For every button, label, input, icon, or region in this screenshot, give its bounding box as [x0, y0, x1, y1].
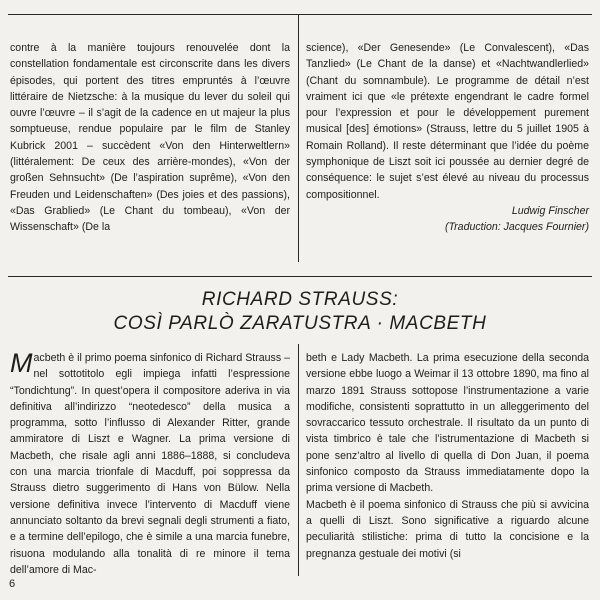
bottom-left-column [10, 350, 290, 578]
author-credit: Ludwig Finscher [511, 204, 589, 217]
section-title [0, 288, 600, 336]
translation-credit: (Traduction: Jacques Fournier) [444, 221, 589, 234]
bottom-right-column [306, 350, 589, 562]
page-number: 6 [9, 578, 16, 590]
title-line-2: COSÌ PARLÒ ZARATUSTRA · MACBETH [113, 313, 487, 334]
top-left-text: contre à la manière toujours renouvelée dont la constellation fondamentale est circonscrite dans les divers épisodes, qui portent des titres empruntés à l’œuvre littéraire de Nietzsche: à la musique du lever du soleil qui ouvre l’œuvre – il s’agit de la cadence en ut majeur la plus somptueuse, rendue populaire par le film de Stanley Kubrick 2001 – succèdent «Von den Hinterweltlern» (littéralement: De ceux des arrière-mondes), «Von der großen Sehnsucht» (De l’aspiration suprême), «Von den Freuden und Leidenschaften» (Des joies et des passions), «Das Grablied» (Le Chant du tombeau), «Von der Wissenschaft» (De la [10, 42, 290, 234]
bottom-left-text: Macbeth è il primo poema sinfonico di Richard Strauss – nel sottotitolo egli impiega infatti l’espressione “Tondichtung”. In quest’opera il compositore aderiva in via definitiva all’indirizzo “neotedesco” della musica a programma, sotto l’influsso di Alexander Ritter, grande ammiratore di Liszt e Wagner. La prima versione di Macbeth, che risale agli anni 1886–1888, si concludeva con una marcia trionfale di Macduff, poi soppressa da Strauss dietro suggerimento di Hans von Bülow. Nella versione definitiva invece l’intervento di Macduff viene annunciato soltanto da brevi segnali degli strumenti a fiato, e a termine dell’epilogo, che è simile a una marcia funebre, risuona modulando alla tonalità di re minore il tema dell’amore di Mac- [10, 348, 290, 576]
bottom-right-paragraph-1: beth e Lady Macbeth. La prima esecuzione della seconda versione ebbe luogo a Weimar il 13 ottobre 1890, ma fino al marzo 1891 Strauss sottopose l’instrumentazione a varie modifiche, consistenti soprattutto in un alleggerimento del sovraccarico tessuto orchestrale. Il risultato da un punto di vista timbrico è tale che l’istrumentazione di Macbeth si pone senz’altro al livello di quella di Don Juan, il poema sinfonico composto da Strauss immediatamente dopo la prima versione di Macbeth. [306, 352, 589, 495]
drop-cap: M [10, 348, 33, 378]
title-line-1: RICHARD STRAUSS: [201, 289, 399, 310]
top-rule [8, 14, 592, 15]
bottom-right-paragraph-2: Macbeth è il poema sinfonico di Strauss che più si avvicina a quelli di Liszt. Sono significative a riguardo alcune peculiarità stilistiche: prima di tutto la concisione e la pregnanza gestuale dei motivi (si [306, 498, 589, 560]
top-left-column [10, 40, 290, 236]
column-divider-top [298, 14, 299, 262]
top-right-column [306, 40, 589, 236]
top-right-text: science), «Der Genesende» (Le Convalescent), «Das Tanzlied» (Le Chant de la danse) et «Nachtwandlerlied» (Chant du somnambule). Le programme de détail n’est vraiment ici que «le prétexte engendrant le cadre formel pour l’expression et pour le développement purement musical [des] émotions» (Strauss, lettre du 5 juillet 1905 à Romain Rolland). Il reste déterminant que l’idée du poème symphonique de Liszt soit ici poussée au dernier degré de conséquence: le sujet s’est élevé au niveau du processus compositionnel. [306, 42, 589, 201]
column-divider-bottom [298, 344, 299, 576]
section-rule [8, 276, 592, 277]
